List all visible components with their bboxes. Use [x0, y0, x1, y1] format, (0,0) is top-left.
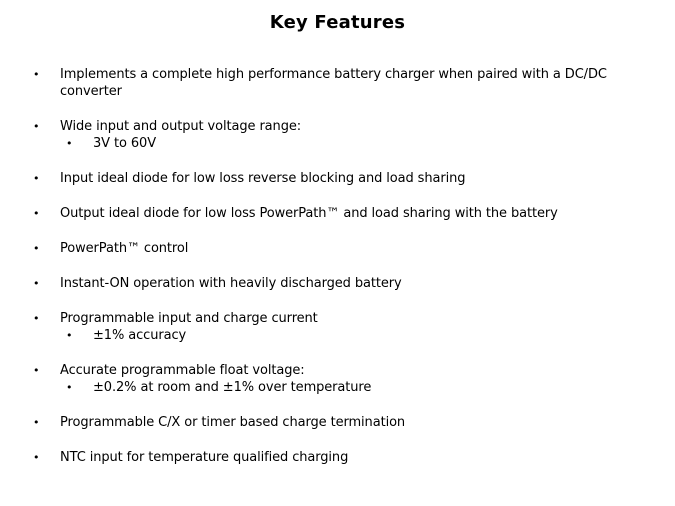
- bullet-text: Implements a complete high performance battery charger when paired with a DC/DC converter: [60, 67, 607, 99]
- bullet-item: [0, 240, 675, 257]
- bullet-icon: •: [33, 277, 40, 290]
- bullet-row: [0, 170, 675, 187]
- bullet-text: Programmable C/X or timer based charge termination: [60, 415, 406, 430]
- bullet-icon: •: [66, 381, 73, 394]
- bullet-text: NTC input for temperature qualified charging: [60, 450, 349, 465]
- bullet-row: [0, 66, 675, 100]
- bullet-icon: •: [33, 416, 40, 429]
- bullet-list: [0, 66, 675, 466]
- bullet-row: [0, 310, 675, 327]
- sub-bullet-row: [0, 327, 675, 344]
- bullet-item: [0, 362, 675, 396]
- bullet-icon: •: [33, 242, 40, 255]
- bullet-icon: •: [66, 137, 73, 150]
- bullet-icon: •: [33, 68, 40, 81]
- bullet-text: Input ideal diode for low loss reverse blocking and load sharing: [60, 171, 466, 186]
- bullet-row: [0, 205, 675, 222]
- bullet-text: Instant-ON operation with heavily discharged battery: [60, 276, 402, 291]
- bullet-item: [0, 414, 675, 431]
- bullet-text: Output ideal diode for low loss PowerPath™ and load sharing with the battery: [60, 206, 558, 221]
- bullet-row: [0, 240, 675, 257]
- bullet-icon: •: [33, 451, 40, 464]
- sub-bullet-row: [0, 135, 675, 152]
- bullet-row: [0, 449, 675, 466]
- bullet-item: [0, 275, 675, 292]
- sub-bullet-text: 3V to 60V: [93, 136, 157, 151]
- bullet-text: Accurate programmable float voltage:: [60, 363, 305, 378]
- bullet-text: Wide input and output voltage range:: [60, 119, 302, 134]
- bullet-item: [0, 310, 675, 344]
- bullet-icon: •: [66, 329, 73, 342]
- bullet-icon: •: [33, 172, 40, 185]
- bullet-row: [0, 414, 675, 431]
- bullet-item: [0, 66, 675, 100]
- sub-bullet-row: [0, 379, 675, 396]
- bullet-text: PowerPath™ control: [60, 241, 189, 256]
- bullet-icon: •: [33, 364, 40, 377]
- bullet-icon: •: [33, 312, 40, 325]
- bullet-row: [0, 118, 675, 135]
- bullet-text: Programmable input and charge current: [60, 311, 318, 326]
- sub-bullet-text: ±0.2% at room and ±1% over temperature: [93, 380, 372, 395]
- bullet-icon: •: [33, 207, 40, 220]
- sub-bullet-text: ±1% accuracy: [93, 328, 187, 343]
- page-title: Key Features: [269, 12, 406, 33]
- bullet-item: [0, 449, 675, 466]
- bullet-item: [0, 205, 675, 222]
- bullet-item: [0, 170, 675, 187]
- bullet-item: [0, 118, 675, 152]
- bullet-row: [0, 275, 675, 292]
- bullet-row: [0, 362, 675, 379]
- bullet-icon: •: [33, 120, 40, 133]
